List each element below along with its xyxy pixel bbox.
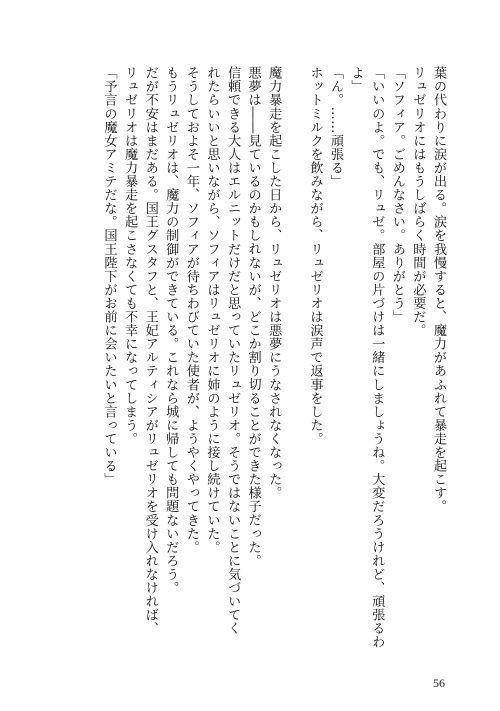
text-line: れたらいいと思いながら、ソフィアはリュゼリオに姉のように接し続けていた。 (204, 66, 220, 554)
text-line: もうリュゼリオは、魔力の制御ができている。これなら城に帰しても問題ないだろう。 (163, 66, 179, 595)
vertical-text-body (98, 66, 448, 649)
text-line: リュゼリオにはもうしばらく時間が必要だ。 (410, 66, 426, 337)
text-line: 魔力暴走を起こした日から、リュゼリオは悪夢にうなされなくなった。 (266, 66, 282, 500)
text-line: 葉の代わりに涙が出る。涙を我慢すると、魔力があふれて暴走を起こす。 (431, 66, 446, 514)
text-line: 信頼できる大人はエルニットだけだと思っていたリュゼリオ。そうではないことに気づいてく (225, 66, 241, 636)
page-number: 56 (433, 676, 445, 690)
text-line: 「いいのよ。でも、リュゼ。部屋の片づけは一緒にしましょうね。大変だろうけれど、頑張るわ (369, 66, 385, 649)
text-line: リュゼリオは魔力暴走を起こさなくても不幸になってしまう。 (122, 66, 138, 446)
text-line: そうしておよそ一年、ソフィアが待ちわびていた使者が、ようやくやってきた。 (183, 66, 199, 554)
text-line: ホットミルクを飲みながら、リュゼリオは涙声で返事をした。 (307, 66, 323, 446)
text-line: 「ん。……頑張る」 (328, 66, 344, 188)
text-line: 悪夢は――見ているのかもしれないが、どこか割り切ることができた様子だった。 (245, 66, 261, 568)
text-line: 「ソフィア。ごめんなさい。ありがとう」 (389, 66, 405, 324)
text-line: よ」 (348, 66, 364, 94)
text-line: だが不安はまだある。国王グスタフと、王妃アルティシアがリュゼリオを受け入れなければ、 (142, 66, 158, 636)
text-line: 「予言の魔女アミテだな。国王陛下がお前に会いたいと言っている」 (101, 66, 117, 487)
